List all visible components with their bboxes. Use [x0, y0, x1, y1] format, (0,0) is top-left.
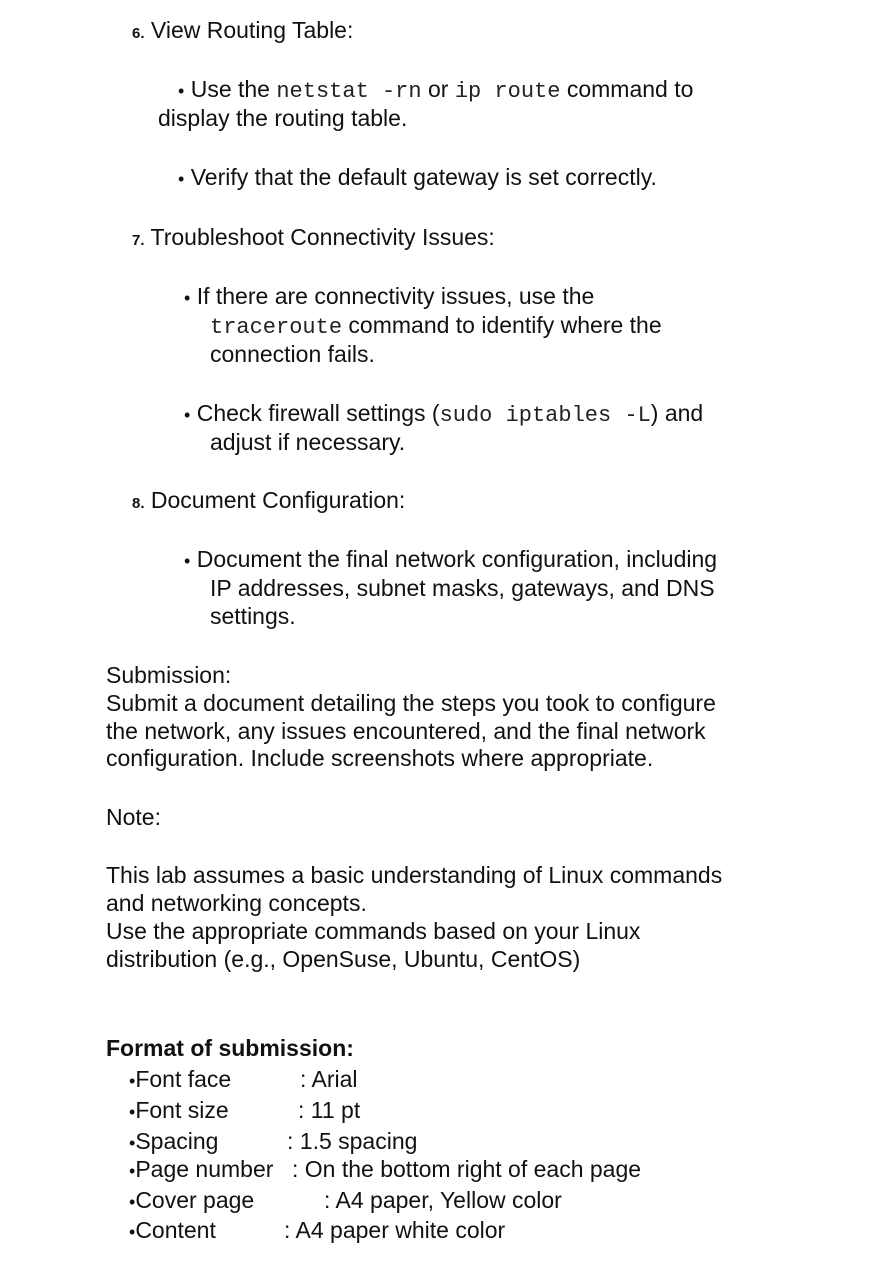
list-item	[184, 399, 703, 430]
paragraph-line: the network, any issues encountered, and the final network	[106, 718, 706, 744]
step-number: 8.	[132, 495, 145, 512]
bullet-text: If there are connectivity issues, use the	[196, 283, 595, 309]
step-title: Document Configuration:	[150, 487, 406, 513]
bullet-text-continuation: IP addresses, subnet masks, gateways, and DNS	[210, 575, 715, 601]
list-item	[129, 1186, 254, 1216]
submission-heading: Submission:	[106, 662, 232, 688]
step-6-heading	[132, 16, 353, 48]
bullet-icon: •	[178, 81, 185, 101]
step-title: View Routing Table:	[150, 17, 354, 43]
step-8-heading	[132, 486, 405, 518]
format-heading: Format of submission:	[106, 1035, 354, 1061]
bullet-text: Use the	[190, 76, 277, 102]
paragraph-line: distribution (e.g., OpenSuse, Ubuntu, CentOS)	[106, 946, 581, 972]
list-item	[129, 1127, 218, 1157]
bullet-icon: •	[184, 551, 191, 571]
inline-code: sudo iptables -L	[439, 403, 651, 428]
format-value: : A4 paper, Yellow color	[324, 1187, 562, 1213]
bullet-text-continuation	[210, 311, 662, 342]
format-label: Font size	[135, 1097, 229, 1123]
bullet-text: Verify that the default gateway is set correctly.	[190, 164, 657, 190]
paragraph-line: Submit a document detailing the steps you took to configure	[106, 690, 716, 716]
bullet-icon: •	[129, 1071, 136, 1091]
format-value: : 1.5 spacing	[287, 1128, 418, 1154]
bullet-icon: •	[184, 405, 191, 425]
bullet-icon: •	[129, 1192, 136, 1212]
list-item	[129, 1216, 216, 1246]
format-label: Cover page	[135, 1187, 255, 1213]
bullet-icon: •	[184, 288, 191, 308]
format-label: Font face	[135, 1066, 232, 1092]
note-heading: Note:	[106, 804, 161, 830]
paragraph-line: configuration. Include screenshots where appropriate.	[106, 745, 654, 771]
format-value: : A4 paper white color	[284, 1217, 506, 1243]
paragraph-line: This lab assumes a basic understanding of Linux commands	[106, 862, 723, 888]
bullet-text: Check firewall settings (	[196, 400, 440, 426]
format-label: Page number	[135, 1156, 274, 1182]
list-item	[178, 163, 657, 193]
list-item	[184, 282, 594, 312]
inline-code: netstat -rn	[276, 79, 422, 104]
paragraph-line: Use the appropriate commands based on your Linux	[106, 918, 641, 944]
format-value: : On the bottom right of each page	[292, 1156, 642, 1182]
bullet-icon: •	[129, 1133, 136, 1153]
step-7-heading	[132, 223, 495, 255]
inline-code: traceroute	[210, 315, 343, 340]
bullet-text: Document the final network configuration, including	[196, 546, 718, 572]
bullet-icon: •	[129, 1102, 136, 1122]
step-number: 6.	[132, 25, 145, 42]
step-title: Troubleshoot Connectivity Issues:	[150, 224, 495, 250]
bullet-icon: •	[178, 169, 185, 189]
bullet-text-continuation: adjust if necessary.	[210, 429, 406, 455]
bullet-text: or	[421, 76, 455, 102]
inline-code: ip route	[454, 79, 561, 104]
bullet-text: ) and	[650, 400, 704, 426]
bullet-text-continuation: connection fails.	[210, 341, 375, 367]
bullet-text: command to	[560, 76, 694, 102]
format-label: Spacing	[135, 1128, 219, 1154]
list-item	[129, 1155, 273, 1185]
paragraph-line: and networking concepts.	[106, 890, 367, 916]
bullet-icon: •	[129, 1161, 136, 1181]
format-label: Content	[135, 1217, 216, 1243]
list-item	[129, 1065, 231, 1095]
list-item	[178, 75, 693, 106]
step-number: 7.	[132, 232, 145, 249]
format-value: : 11 pt	[298, 1097, 361, 1123]
bullet-text: command to identify where the	[342, 312, 662, 338]
list-item	[184, 545, 717, 575]
bullet-icon: •	[129, 1222, 136, 1242]
bullet-text-continuation: display the routing table.	[158, 105, 408, 131]
format-value: : Arial	[300, 1066, 358, 1092]
list-item	[129, 1096, 229, 1126]
bullet-text-continuation: settings.	[210, 603, 296, 629]
